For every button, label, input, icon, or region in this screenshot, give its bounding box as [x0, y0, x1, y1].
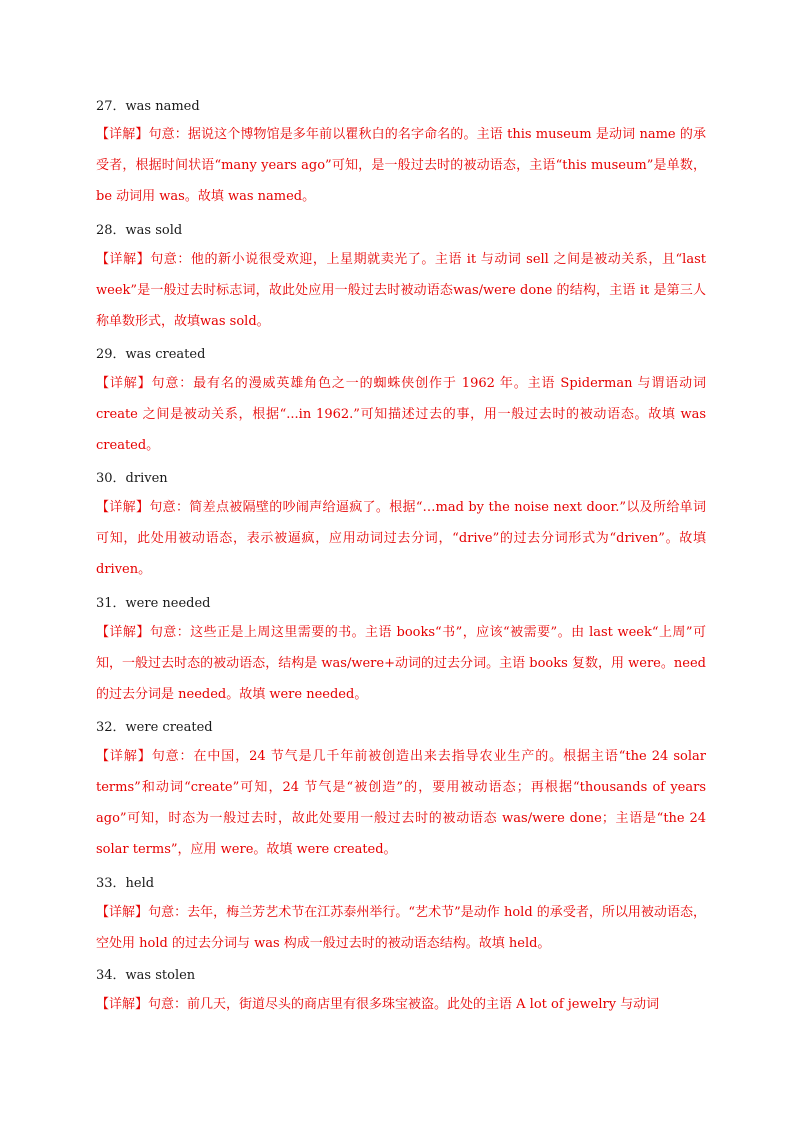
question-number: 34．	[96, 968, 126, 983]
explanation-text: 句意：最有名的漫威英雄角色之一的蜘蛛侠创作于 1962 年。主语 Spiderman 与谓语动词 create 之间是被动关系，根据“...in 1962.”可知描述过去的事，用一般过去时的被动语态。故填 was created。	[96, 376, 706, 453]
explanation-34	[96, 989, 706, 1020]
explanation-text: 句意：他的新小说很受欢迎，上星期就卖光了。主语 it 与动词 sell 之间是被动关系，且“last week”是一般过去时标志词，故此处应用一般过去时被动语态was/were done 的结构，主语 it 是第三人称单数形式，故填was sold。	[96, 252, 706, 329]
explanation-32	[96, 741, 706, 865]
detail-label: 【详解】	[96, 905, 149, 920]
answer-text: was named	[125, 99, 200, 114]
answer-text: held	[125, 876, 155, 891]
answer-31	[96, 595, 211, 613]
detail-label: 【详解】	[96, 252, 151, 267]
explanation-text: 句意：前几天，街道尽头的商店里有很多珠宝被盗。此处的主语 A lot of jewelry 与动词	[148, 997, 660, 1012]
explanation-33	[96, 897, 706, 959]
detail-label: 【详解】	[96, 749, 152, 764]
answer-text: was created	[125, 347, 206, 362]
explanation-29	[96, 368, 706, 461]
answer-29	[96, 346, 205, 364]
detail-label: 【详解】	[96, 500, 150, 515]
explanation-text: 句意：这些正是上周这里需要的书。主语 books“书”，应该“被需要”。由 last week“上周”可知，一般过去时态的被动语态，结构是 was/were+动词的过去分词。主语 books 复数，用 were。need 的过去分词是 needed。故填 were needed。	[96, 625, 706, 702]
answer-32	[96, 719, 213, 737]
detail-label: 【详解】	[96, 625, 150, 640]
explanation-28	[96, 244, 706, 337]
question-number: 30．	[96, 471, 126, 486]
question-number: 33．	[96, 876, 126, 891]
answer-27	[96, 98, 200, 116]
explanation-text: 句意：去年，梅兰芳艺术节在江苏泰州举行。“艺术节”是动作 hold 的承受者，所以用被动语态，空处用 hold 的过去分词与 was 构成一般过去时的被动语态结构。故填 held。	[96, 905, 706, 951]
explanation-30	[96, 492, 706, 585]
detail-label: 【详解】	[96, 376, 152, 391]
question-number: 32．	[96, 720, 126, 735]
explanation-text: 句意：在中国，24 节气是几千年前被创造出来去指导农业生产的。根据主语“the 24 solar terms”和动词“create”可知，24 节气是“被创造”的，要用被动语态；再根据“thousands of years ago”可知，时态为一般过去时，故此处要用一般过去时的被动语态 was/were done；主语是“the 24 solar terms”，应用 were。故填 were created。	[96, 749, 706, 857]
answer-text: was stolen	[125, 968, 196, 983]
answer-text: driven	[125, 471, 168, 486]
answer-text: were needed	[125, 596, 211, 611]
answer-34	[96, 967, 195, 985]
question-number: 29．	[96, 347, 126, 362]
explanation-text: 句意：据说这个博物馆是多年前以瞿秋白的名字命名的。主语 this museum 是动词 name 的承受者，根据时间状语“many years ago”可知，是一般过去时的被动语态，主语“this museum”是单数，be 动词用 was。故填 was named。	[96, 127, 706, 204]
question-number: 27．	[96, 99, 126, 114]
answer-text: were created	[125, 720, 213, 735]
answer-28	[96, 222, 182, 240]
answer-30	[96, 470, 168, 488]
explanation-text: 句意：简差点被隔壁的吵闹声给逼疯了。根据“…mad by the noise next door.”以及所给单词可知，此处用被动语态，表示被逼疯，应用动词过去分词，“drive”的过去分词形式为“driven”。故填 driven。	[96, 500, 706, 577]
detail-label: 【详解】	[96, 127, 149, 142]
answer-text: was sold	[125, 223, 183, 238]
question-number: 31．	[96, 596, 126, 611]
explanation-27	[96, 119, 706, 212]
detail-label: 【详解】	[96, 997, 149, 1012]
answer-33	[96, 875, 154, 893]
explanation-31	[96, 617, 706, 710]
question-number: 28．	[96, 223, 126, 238]
